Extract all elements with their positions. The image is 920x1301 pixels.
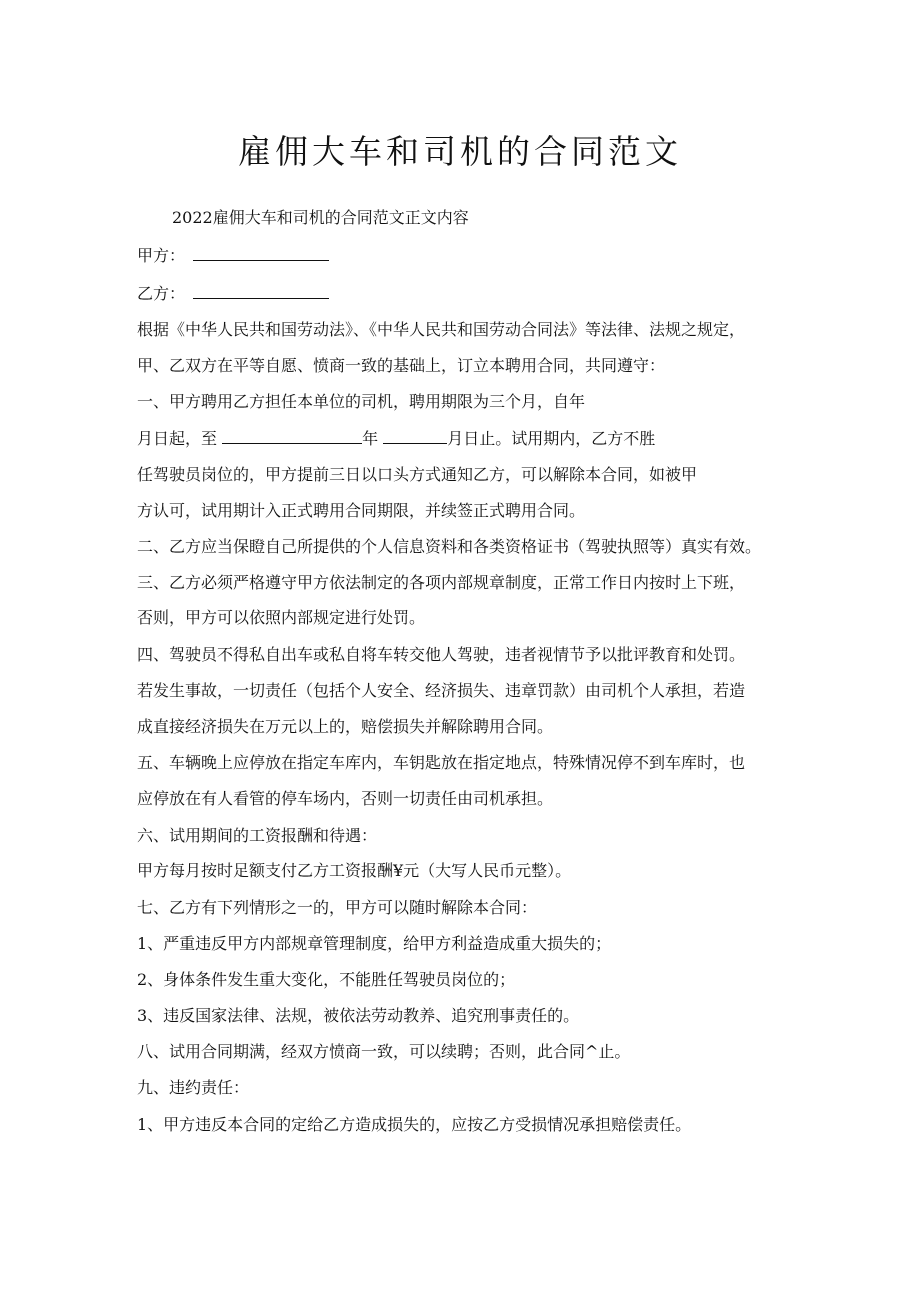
paragraph-line: 3、违反国家法律、法规，被依法劳动教养、追究刑事责任的。: [137, 1006, 580, 1025]
paragraph-line: 二、乙方应当保瞪自己所提供的个人信息资料和各类资格证书（驾驶执照等）真实有效。: [137, 537, 762, 556]
paragraph-line: 九、违约责任：: [137, 1078, 250, 1097]
paragraph-line: 否则，甲方可以依照内部规定进行处罚。: [137, 608, 426, 627]
year-blank: [222, 427, 362, 444]
paragraph-line: 六、试用期间的工资报酬和待遇：: [137, 826, 378, 845]
paragraph-line: 五、车辆晚上应停放在指定车库内，车钥匙放在指定地点，特殊情况停不到车库时，也: [137, 753, 746, 772]
year-text: 年: [362, 429, 379, 448]
party-b-blank: [193, 282, 329, 299]
paragraph-line: 1、甲方违反本合同的定给乙方造成损失的，应按乙方受损情况承担赔偿责任。: [137, 1115, 692, 1134]
paragraph-line: 任驾驶员岗位的，甲方提前三日以口头方式通知乙方，可以解除本合同，如被甲: [137, 465, 698, 484]
term-dates-line: [137, 427, 655, 451]
paragraph-line: 三、乙方必须严格遵守甲方依法制定的各项内部规章制度，正常工作日内按时上下班，: [137, 573, 746, 592]
party-a-line: [137, 244, 329, 268]
paragraph-line: 甲、乙双方在平等自愿、愤商一致的基础上，订立本聘用合同，共同遵守：: [137, 356, 666, 375]
party-b-label: 乙方：: [137, 284, 186, 303]
document-title: 雇佣大车和司机的合同范文: [238, 132, 682, 171]
paragraph-line: 应停放在有人看管的停车场内，否则一切责任由司机承担。: [137, 789, 554, 808]
party-b-line: [137, 282, 329, 306]
paragraph-line: 七、乙方有下列情形之一的，甲方可以随时解除本合同：: [137, 898, 538, 917]
party-a-label: 甲方：: [137, 246, 186, 265]
paragraph-line: 甲方每月按时足额支付乙方工资报酬¥元（大写人民币元整）。: [137, 861, 572, 880]
paragraph-line: 根据《中华人民共和国劳动法》、《中华人民共和国劳动合同法》等法律、法规之规定，: [137, 320, 746, 339]
paragraph-line: 若发生事故，一切责任（包括个人安全、经济损失、违章罚款）由司机个人承担，若造: [137, 681, 746, 700]
paragraph-line: 1、严重违反甲方内部规章管理制度，给甲方利益造成重大损失的；: [137, 934, 612, 953]
paragraph-line: 方认可，试用期计入正式聘用合同期限，并续签正式聘用合同。: [137, 501, 586, 520]
term-start-text: 月日起，至: [137, 429, 218, 448]
month-blank: [383, 427, 447, 444]
paragraph-line: 八、试用合同期满，经双方愤商一致，可以续聘；否则，此合同^止。: [137, 1042, 631, 1061]
paragraph-line: 一、甲方聘用乙方担任本单位的司机，聘用期限为三个月，自年: [137, 392, 586, 411]
paragraph-line: 成直接经济损失在万元以上的，赔偿损失并解除聘用合同。: [137, 717, 554, 736]
paragraph-line: 2、身体条件发生重大变化，不能胜任驾驶员岗位的；: [137, 970, 516, 989]
party-a-blank: [193, 244, 329, 261]
intro-line: 2022雇佣大车和司机的合同范文正文内容: [172, 208, 469, 227]
term-end-text: 月日止。试用期内，乙方不胜: [447, 429, 656, 448]
paragraph-line: 四、驾驶员不得私自出车或私自将车转交他人驾驶，违者视情节予以批评教育和处罚。: [137, 645, 746, 664]
